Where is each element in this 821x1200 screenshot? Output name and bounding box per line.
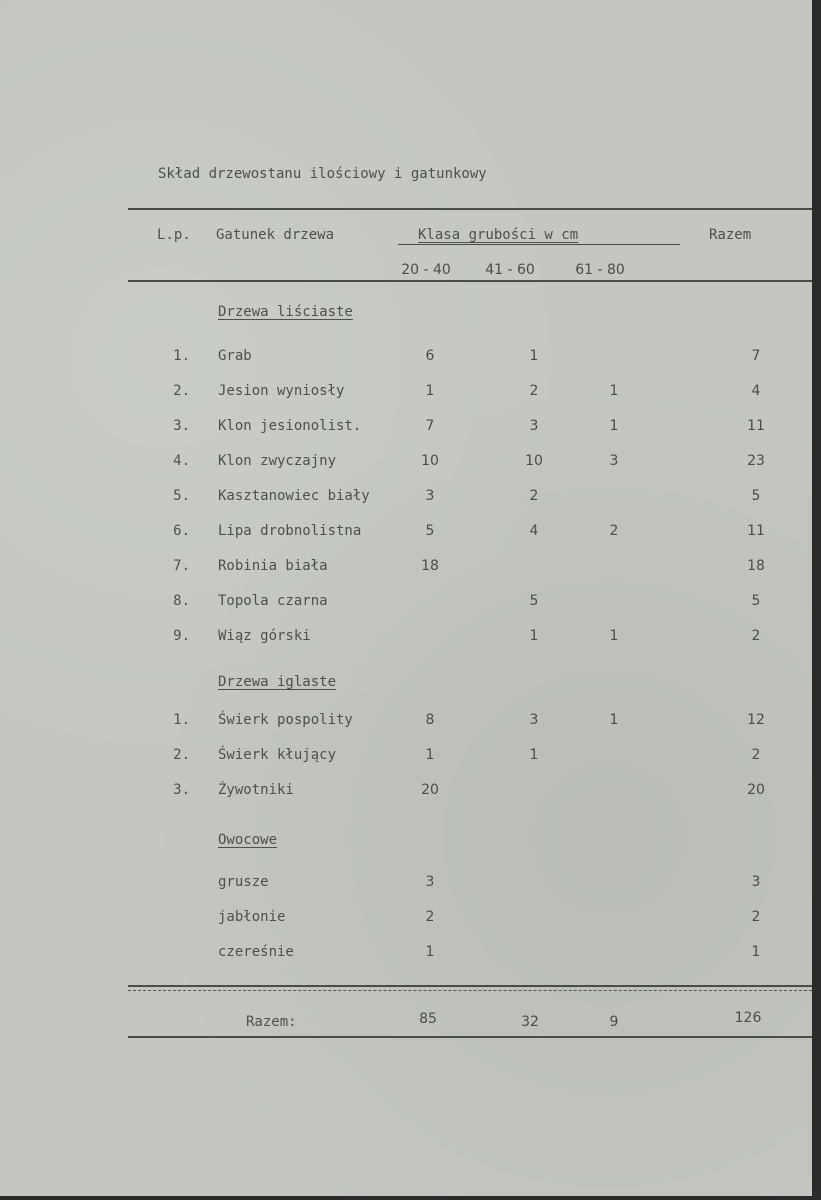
header-bottom-rule [128, 280, 812, 282]
row-species-name: Klon jesionolist. [218, 418, 362, 434]
row-species-name: jabłonie [218, 909, 286, 925]
row-class-20-40: 10 [421, 453, 439, 469]
row-class-20-40: 18 [421, 558, 439, 574]
header-species: Gatunek drzewa [216, 227, 335, 243]
row-total: 2 [751, 747, 761, 763]
summary-c3: 9 [609, 1014, 619, 1030]
row-class-20-40: 5 [425, 523, 435, 539]
row-species-name: Świerk kłujący [218, 747, 337, 763]
row-class-20-40: 20 [421, 782, 439, 798]
section-title: Drzewa liściaste [218, 304, 353, 320]
row-number: 2. [173, 383, 190, 399]
row-number: 5. [173, 488, 190, 504]
row-total: 4 [751, 383, 761, 399]
row-class-41-60: 10 [525, 453, 543, 469]
row-class-20-40: 7 [425, 418, 435, 434]
row-total: 12 [747, 712, 765, 728]
row-class-61-80: 1 [609, 418, 619, 434]
row-total: 11 [747, 523, 765, 539]
summary-total: 126 [734, 1010, 762, 1026]
row-number: 4. [173, 453, 190, 469]
row-total: 2 [751, 628, 761, 644]
row-total: 5 [751, 488, 761, 504]
row-class-20-40: 2 [425, 909, 435, 925]
row-species-name: Klon zwyczajny [218, 453, 337, 469]
summary-top-rule [128, 985, 812, 987]
row-number: 9. [173, 628, 190, 644]
header-class-underline [398, 244, 680, 245]
row-species-name: Grab [218, 348, 252, 364]
row-species-name: Kasztanowiec biały [218, 488, 370, 504]
row-species-name: Jesion wyniosły [218, 383, 345, 399]
row-species-name: Świerk pospolity [218, 712, 353, 728]
row-class-20-40: 1 [425, 944, 435, 960]
row-class-20-40: 1 [425, 747, 435, 763]
row-class-41-60: 1 [529, 348, 539, 364]
row-species-name: czereśnie [218, 944, 294, 960]
row-class-61-80: 2 [609, 523, 619, 539]
summary-label: Razem: [246, 1014, 297, 1030]
row-species-name: Topola czarna [218, 593, 328, 609]
row-total: 2 [751, 909, 761, 925]
row-number: 7. [173, 558, 190, 574]
row-species-name: Lipa drobnolistna [218, 523, 362, 539]
scan-edge-right [812, 0, 821, 1200]
row-total: 18 [747, 558, 765, 574]
header-class-range-2: 41 - 60 [485, 262, 535, 278]
summary-c2: 32 [521, 1014, 539, 1030]
row-number: 3. [173, 418, 190, 434]
row-class-20-40: 8 [425, 712, 435, 728]
row-class-61-80: 3 [609, 453, 619, 469]
row-class-41-60: 1 [529, 747, 539, 763]
row-total: 11 [747, 418, 765, 434]
row-class-41-60: 5 [529, 593, 539, 609]
row-total: 23 [747, 453, 765, 469]
row-class-61-80: 1 [609, 712, 619, 728]
header-class-group: Klasa grubości w cm [418, 227, 579, 243]
row-class-41-60: 4 [529, 523, 539, 539]
row-class-61-80: 1 [609, 628, 619, 644]
row-class-61-80: 1 [609, 383, 619, 399]
row-class-20-40: 3 [425, 874, 435, 890]
section-title: Drzewa iglaste [218, 674, 337, 690]
header-class-range-1: 20 - 40 [401, 262, 451, 278]
row-species-name: grusze [218, 874, 269, 890]
header-class-range-3: 61 - 80 [575, 262, 625, 278]
row-total: 3 [751, 874, 761, 890]
row-number: 3. [173, 782, 190, 798]
row-total: 1 [751, 944, 761, 960]
row-species-name: Wiąz górski [218, 628, 311, 644]
row-species-name: Robinia biała [218, 558, 328, 574]
header-total: Razem [709, 227, 752, 243]
row-number: 8. [173, 593, 190, 609]
summary-c1: 85 [419, 1011, 437, 1027]
scan-edge-bottom [0, 1196, 821, 1200]
row-number: 1. [173, 348, 190, 364]
row-total: 5 [751, 593, 761, 609]
row-class-20-40: 1 [425, 383, 435, 399]
summary-top-dashed-rule [128, 990, 812, 991]
row-class-41-60: 3 [529, 418, 539, 434]
row-total: 7 [751, 348, 761, 364]
row-class-41-60: 2 [529, 383, 539, 399]
section-title: Owocowe [218, 832, 278, 848]
table-bottom-rule [128, 1036, 812, 1038]
document-title: Skład drzewostanu ilościowy i gatunkowy [158, 166, 487, 182]
header-lp: L.p. [157, 227, 191, 243]
row-class-41-60: 2 [529, 488, 539, 504]
row-number: 2. [173, 747, 190, 763]
row-class-20-40: 3 [425, 488, 435, 504]
row-class-41-60: 3 [529, 712, 539, 728]
row-total: 20 [747, 782, 765, 798]
row-number: 1. [173, 712, 190, 728]
row-class-20-40: 6 [425, 348, 435, 364]
table-top-rule [128, 208, 812, 210]
row-class-41-60: 1 [529, 628, 539, 644]
row-number: 6. [173, 523, 190, 539]
row-species-name: Żywotniki [218, 782, 294, 798]
